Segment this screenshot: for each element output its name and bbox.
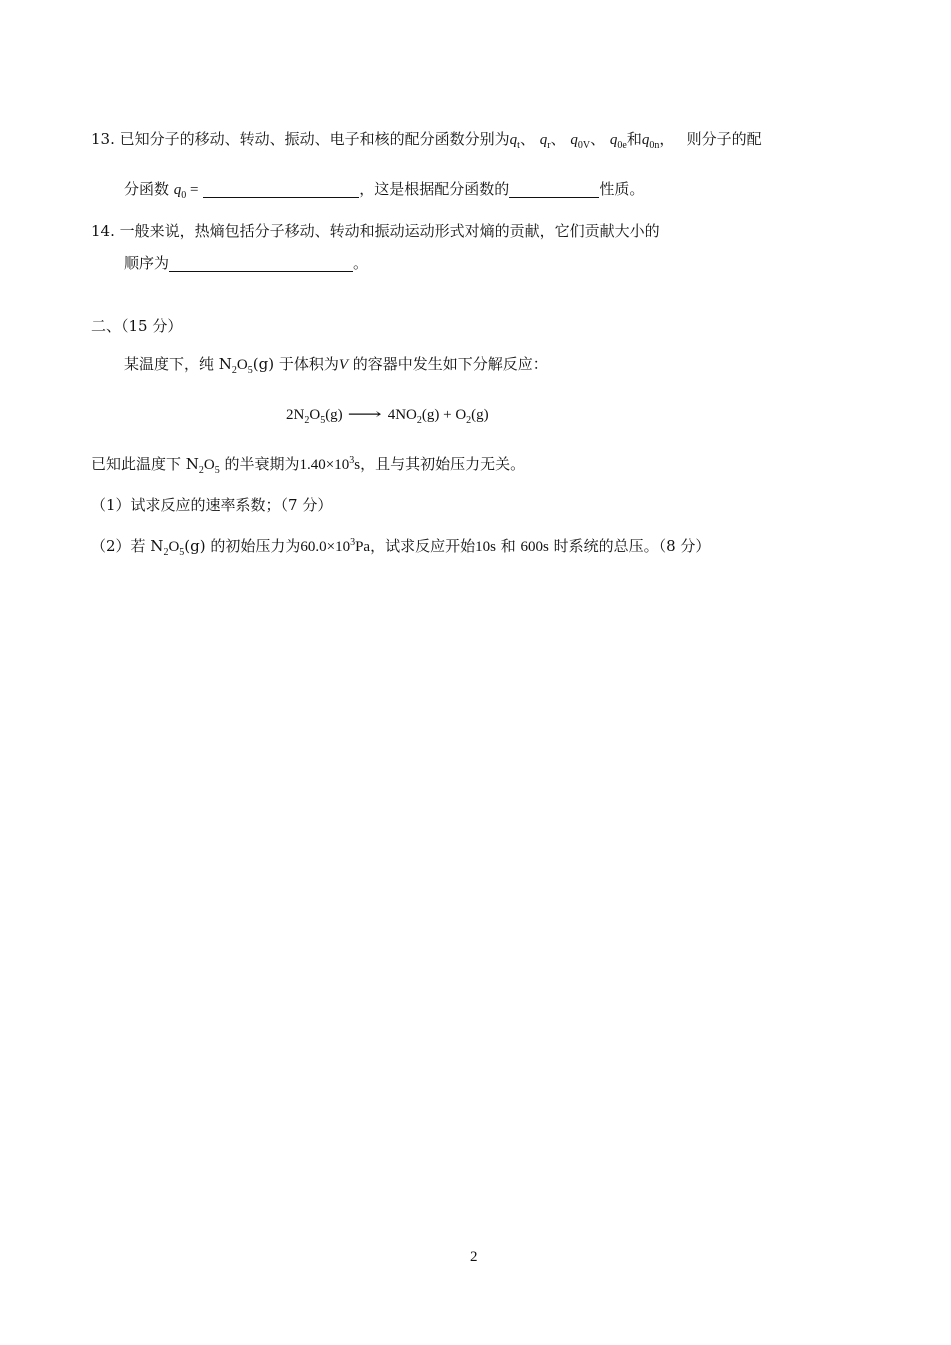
question-14-line-1: 14. 一般来说，热熵包括分子移动、转动和振动运动形式对熵的贡献，它们贡献大小的 [91, 222, 660, 240]
question-14-number: 14. [91, 222, 115, 240]
page-number: 2 [470, 1249, 478, 1265]
question-14-line-2: 顺序为 。 [124, 254, 369, 272]
answer-blank-partition-function[interactable] [203, 181, 359, 198]
question-13-line-2: 分函数 $q_0$ = ，这是根据配分函数的 性质。 [124, 180, 645, 201]
half-life-statement: 已知此温度下 $N_2O_5$ 的半衰期为$1.40\times 10^3s$，且与其初始压力无关。 [91, 455, 526, 476]
question-13-line-1: 13. 已知分子的移动、转动、振动、电子和核的配分函数分别为$q_t$、 $q_r$、 $q_{0V}$、 $q_{0e}$和$q_{0n}$， 则分子的配 [91, 130, 762, 151]
answer-blank-property[interactable] [509, 181, 599, 198]
reaction-equation: $2N_2O_5(g)$ ⟶ $4NO_2(g) + O_2(g)$ [286, 404, 489, 426]
question-13-number: 13. [91, 130, 115, 148]
section-2-intro: 某温度下，纯 $N_2O_5(g)$ 于体积为V 的容器中发生如下分解反应： [124, 355, 548, 376]
part-1: （1）试求反应的速率系数；（7 分） [91, 496, 333, 514]
part-2: （2）若 $N_2O_5(g)$ 的初始压力为$60.0\times 10^3Pa$，试求反应开始10s 和 600s 时系统的总压。（8 分） [91, 537, 711, 558]
section-2-heading: 二、（15 分） [91, 317, 183, 335]
answer-blank-entropy-order[interactable] [169, 255, 353, 272]
reaction-arrow: ⟶ [347, 407, 383, 423]
